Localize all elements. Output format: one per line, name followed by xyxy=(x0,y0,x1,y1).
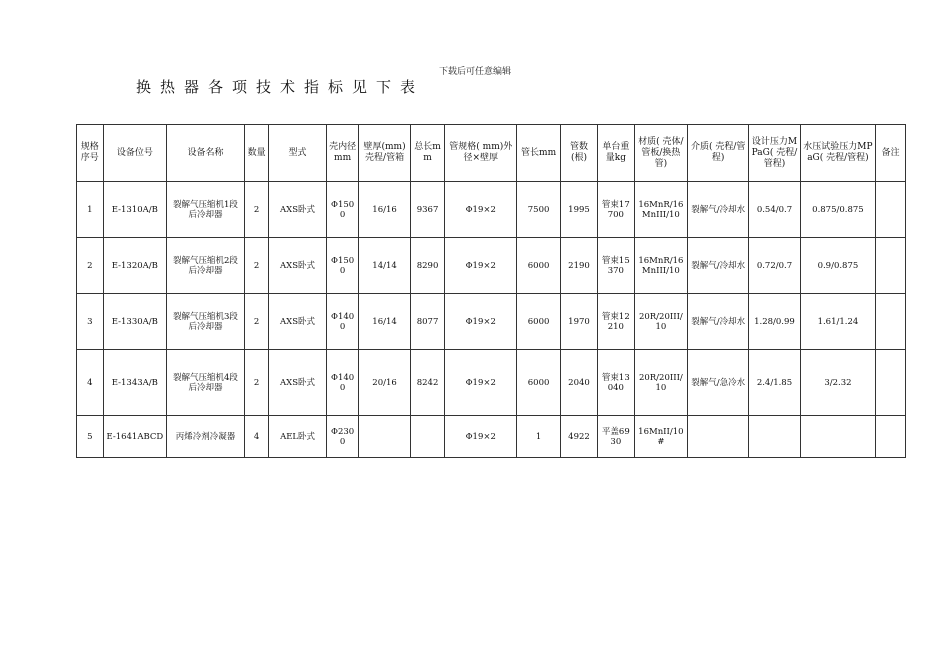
table-cell xyxy=(876,238,906,294)
table-cell: Φ19×2 xyxy=(445,416,517,458)
table-cell: Φ1500 xyxy=(326,238,359,294)
download-note: 下载后可任意编辑 xyxy=(438,67,511,77)
header-cell: 总长mm xyxy=(410,125,445,182)
table-cell: 管束12210 xyxy=(597,294,634,350)
table-cell xyxy=(410,416,445,458)
table-cell: 0.875/0.875 xyxy=(800,182,876,238)
table-cell: 2 xyxy=(77,238,104,294)
table-cell: 裂解气/冷却水 xyxy=(687,182,748,238)
table-cell: E-1343A/B xyxy=(103,350,166,416)
table-cell: 裂解气压缩机4段后冷却器 xyxy=(167,350,245,416)
table-cell xyxy=(800,416,876,458)
table-cell: 3 xyxy=(77,294,104,350)
table-cell: 16MnII/10# xyxy=(634,416,687,458)
table-cell: E-1330A/B xyxy=(103,294,166,350)
table-cell: 2 xyxy=(244,294,269,350)
table-cell: 16MnR/16MnIII/10 xyxy=(634,238,687,294)
header-cell: 管规格( mm)外径×壁厚 xyxy=(445,125,517,182)
table-cell: AXS卧式 xyxy=(269,350,326,416)
table-cell: 管束17700 xyxy=(597,182,634,238)
table-cell: 6000 xyxy=(517,350,561,416)
table-cell: 20R/20III/10 xyxy=(634,350,687,416)
table-cell: 裂解气压缩机1段后冷却器 xyxy=(167,182,245,238)
table-cell: Φ19×2 xyxy=(445,350,517,416)
table-cell: 2 xyxy=(244,182,269,238)
table-cell: 3/2.32 xyxy=(800,350,876,416)
table-cell xyxy=(876,294,906,350)
header-cell: 备注 xyxy=(876,125,906,182)
header-cell: 水压试验压力MPaG( 壳程/管程) xyxy=(800,125,876,182)
table-cell: Φ1500 xyxy=(326,182,359,238)
table-cell: 1970 xyxy=(561,294,598,350)
table-cell: Φ1400 xyxy=(326,350,359,416)
header-cell: 介质( 壳程/管程) xyxy=(687,125,748,182)
table-cell: 16/16 xyxy=(359,182,410,238)
table-cell: 9367 xyxy=(410,182,445,238)
table-cell: Φ19×2 xyxy=(445,294,517,350)
table-cell: 4 xyxy=(244,416,269,458)
table-cell: 5 xyxy=(77,416,104,458)
table-row xyxy=(77,350,906,416)
table-cell xyxy=(876,416,906,458)
table-cell: 裂解气压缩机3段后冷却器 xyxy=(167,294,245,350)
table-cell: 16MnR/16MnIII/10 xyxy=(634,182,687,238)
table-cell: 16/14 xyxy=(359,294,410,350)
table-cell: AXS卧式 xyxy=(269,182,326,238)
table-row xyxy=(77,416,906,458)
table-cell xyxy=(876,182,906,238)
table-cell xyxy=(359,416,410,458)
table-cell xyxy=(749,416,800,458)
header-cell: 规格序号 xyxy=(77,125,104,182)
table-cell: E-1310A/B xyxy=(103,182,166,238)
table-cell: Φ1400 xyxy=(326,294,359,350)
header-cell: 材质( 壳体/管板/换热管) xyxy=(634,125,687,182)
table-cell: 8077 xyxy=(410,294,445,350)
table-cell: 1.28/0.99 xyxy=(749,294,800,350)
table-cell: Φ2300 xyxy=(326,416,359,458)
table-cell: 2040 xyxy=(561,350,598,416)
table-cell: 2 xyxy=(244,350,269,416)
table-cell: 裂解气/急冷水 xyxy=(687,350,748,416)
table-cell: Φ19×2 xyxy=(445,182,517,238)
header-cell: 壳内径mm xyxy=(326,125,359,182)
header-cell: 数量 xyxy=(244,125,269,182)
table-cell: 20/16 xyxy=(359,350,410,416)
table-cell: 4922 xyxy=(561,416,598,458)
table-cell xyxy=(687,416,748,458)
table-cell xyxy=(876,350,906,416)
table-cell: 2.4/1.85 xyxy=(749,350,800,416)
table-header-row xyxy=(77,125,906,182)
table-cell: 1 xyxy=(517,416,561,458)
table-cell: 丙烯冷剂冷凝器 xyxy=(167,416,245,458)
header-cell: 管数(根) xyxy=(561,125,598,182)
table-cell: 8242 xyxy=(410,350,445,416)
table-cell: AEL卧式 xyxy=(269,416,326,458)
header-cell: 设备名称 xyxy=(167,125,245,182)
document-title: 换热器各项技术指标见下表 xyxy=(136,78,425,96)
table-cell: 6000 xyxy=(517,238,561,294)
table-cell: 管束13040 xyxy=(597,350,634,416)
table-cell: 0.9/0.875 xyxy=(800,238,876,294)
table-row xyxy=(77,294,906,350)
table-cell: 1995 xyxy=(561,182,598,238)
table-cell: 1 xyxy=(77,182,104,238)
header-cell: 管长mm xyxy=(517,125,561,182)
table-cell: 20R/20III/10 xyxy=(634,294,687,350)
table-cell: 2 xyxy=(244,238,269,294)
header-cell: 设备位号 xyxy=(103,125,166,182)
heat-exchanger-spec-table xyxy=(76,124,906,458)
table-cell: AXS卧式 xyxy=(269,238,326,294)
table-cell: 8290 xyxy=(410,238,445,294)
table-cell: 2190 xyxy=(561,238,598,294)
table-cell: 平盖6930 xyxy=(597,416,634,458)
table-row xyxy=(77,238,906,294)
table-cell: 1.61/1.24 xyxy=(800,294,876,350)
table-cell: 裂解气压缩机2段后冷却器 xyxy=(167,238,245,294)
table-cell: 6000 xyxy=(517,294,561,350)
table-cell: 管束15370 xyxy=(597,238,634,294)
table-cell: 0.72/0.7 xyxy=(749,238,800,294)
table-cell: 0.54/0.7 xyxy=(749,182,800,238)
header-cell: 设计压力MPaG( 壳程/管程) xyxy=(749,125,800,182)
table-cell: Φ19×2 xyxy=(445,238,517,294)
table-cell: 7500 xyxy=(517,182,561,238)
header-cell: 壁厚(mm)壳程/管箱 xyxy=(359,125,410,182)
table-cell: 14/14 xyxy=(359,238,410,294)
table-cell: 裂解气/冷却水 xyxy=(687,238,748,294)
table-cell: E-1641ABCD xyxy=(103,416,166,458)
table-cell: E-1320A/B xyxy=(103,238,166,294)
table-cell: AXS卧式 xyxy=(269,294,326,350)
header-cell: 型式 xyxy=(269,125,326,182)
header-cell: 单台重量kg xyxy=(597,125,634,182)
table-row xyxy=(77,182,906,238)
table-cell: 4 xyxy=(77,350,104,416)
table-cell: 裂解气/冷却水 xyxy=(687,294,748,350)
